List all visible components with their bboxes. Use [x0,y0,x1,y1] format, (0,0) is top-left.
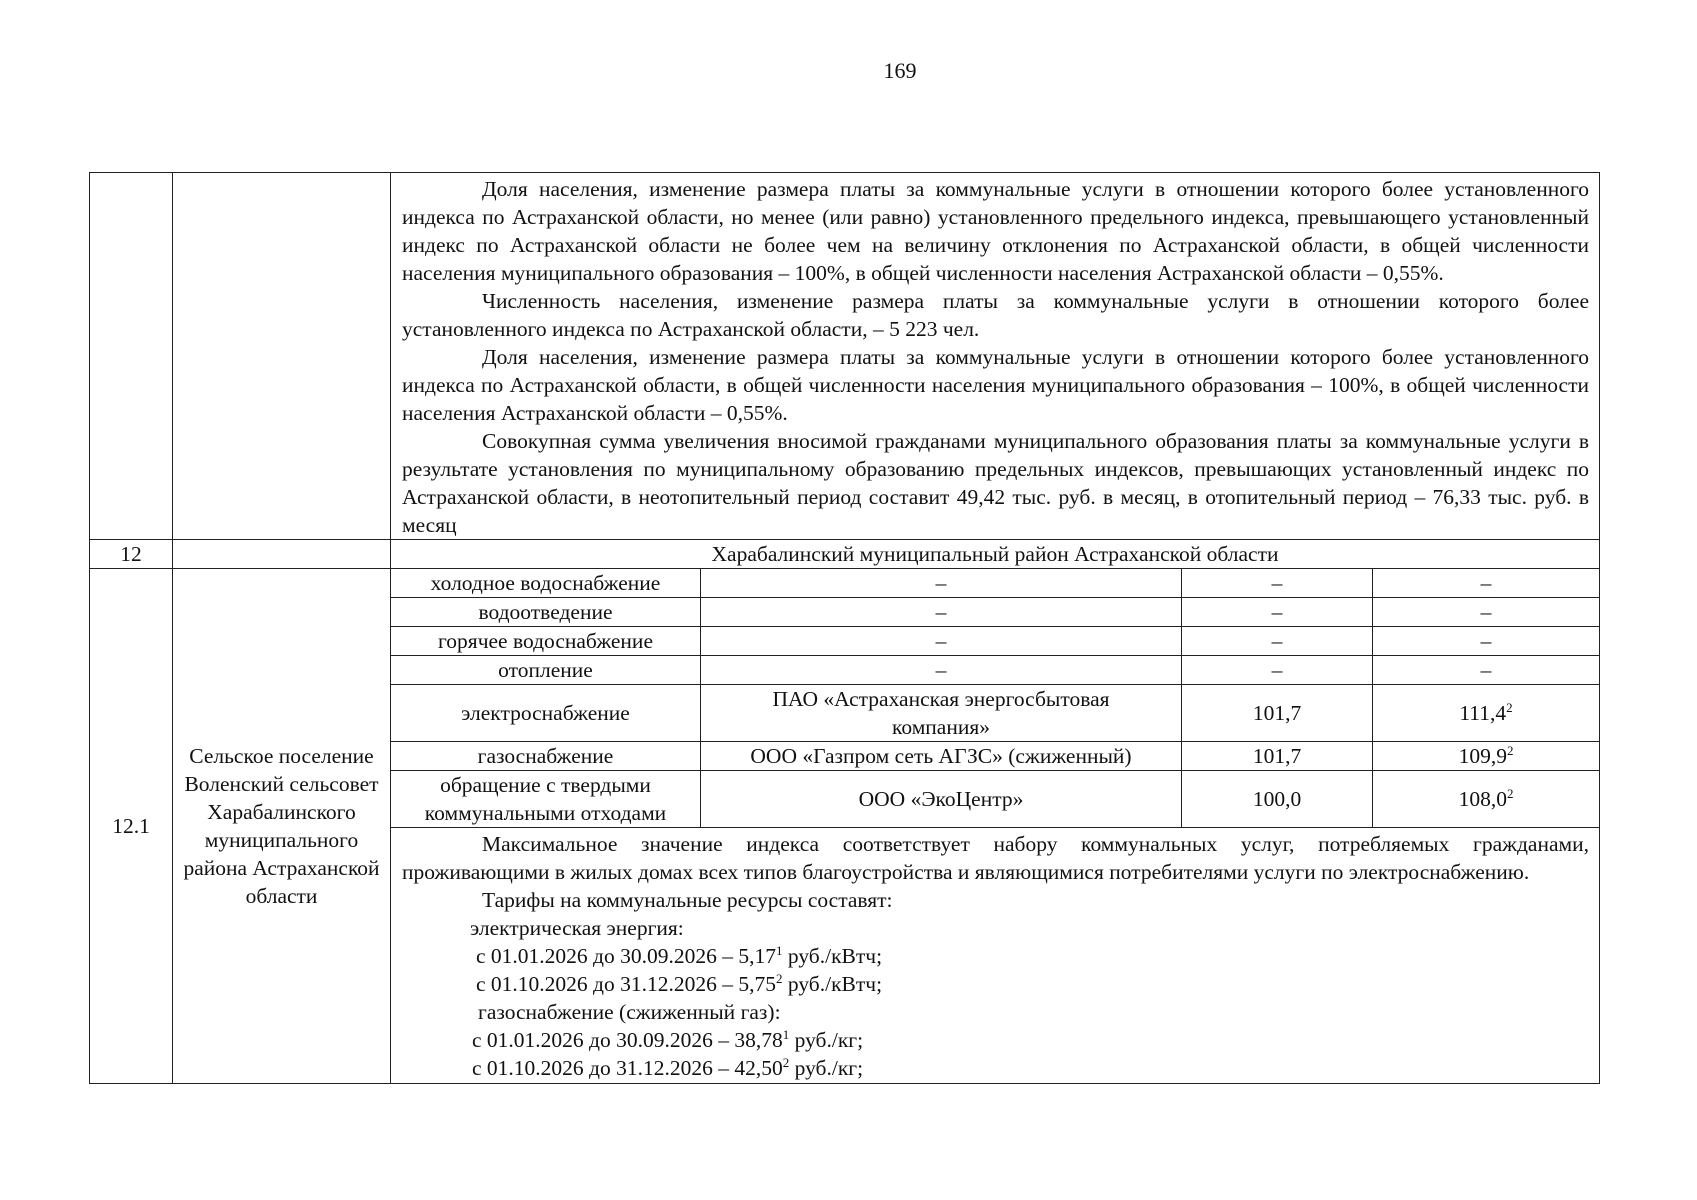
section-title: Харабалинский муниципальный район Астраханской области [391,540,1600,569]
service-name: холодное водоснабжение [391,569,701,598]
footnote-mark: 2 [1506,743,1514,758]
service-provider: – [701,569,1182,598]
paragraph: Доля населения, изменение размера платы за коммунальные услуги в отношении которого более установленного индекса по Астраханской области, но менее (или равно) установленного предельного индекса, превышающего установленный индекс по Астраханской области не более чем на величину отклонения по Астраханской области, в общей численности населения муниципального образования – 100%, в общей численности населения Астраханской области – 0,55%. [402,177,1589,285]
note-paragraph: Максимальное значение индекса соответствует набору коммунальных услуг, потребляемых гражданами, проживающими в жилых домах всех типов благоустройства и являющимися потребителями услуги по электроснабжению. [402,832,1589,884]
service-name: водоотведение [391,598,701,627]
service-name: газоснабжение [391,742,701,771]
section-row [90,540,1600,569]
page-number: 169 [883,58,917,83]
service-provider: – [701,656,1182,685]
tariff-table [89,172,1600,1084]
gas-label: газоснабжение (сжиженный газ): [478,1000,781,1024]
footnote-mark: 2 [782,1055,790,1070]
max-index-value: – [1480,571,1492,595]
gas-tariff [402,1026,1589,1054]
footnote-mark: 1 [782,1027,790,1042]
notes-cell [391,828,1600,1084]
number-cell-empty [90,173,173,540]
footnote-mark: 2 [1506,700,1513,715]
service-name: отопление [391,656,701,685]
continuation-row [90,173,1600,540]
service-index: 100,0 [1182,771,1373,828]
max-index-value: – [1480,600,1492,624]
service-max-index [1373,598,1600,627]
tariff-unit: руб./кг; [789,1028,864,1052]
tariff-period: с 01.10.2026 до 31.12.2026 – 5,75 [476,972,776,996]
gas-tariff [402,1054,1589,1082]
paragraph: Совокупная сумма увеличения вносимой гражданами муниципального образования платы за коммунальные услуги в результате установления по муниципальному образованию предельных индексов, превышающих установленный индекс по Астраханской области, в неотопительный период составит 49,42 тыс. руб. в месяц, в отопительный период – 76,33 тыс. руб. в месяц [402,429,1589,537]
footnote-mark: 1 [775,943,783,958]
service-name: электроснабжение [391,685,701,742]
service-name: горячее водоснабжение [391,627,701,656]
service-max-index [1373,685,1600,742]
max-index-value: – [1480,658,1492,682]
service-index: 101,7 [1182,742,1373,771]
service-provider: – [701,627,1182,656]
electricity-label: электрическая энергия: [470,916,684,940]
service-index: – [1182,627,1373,656]
service-provider: ООО «Газпром сеть АГЗС» (сжиженный) [701,742,1182,771]
paragraph: Численность населения, изменение размера платы за коммунальные услуги в отношении которого более установленного индекса по Астраханской области, – 5 223 чел. [402,289,1589,341]
subsection-name: Сельское поселение Воленский сельсовет Харабалинского муниципального района Астраханской области [183,744,380,908]
service-row [90,569,1600,598]
max-index-value: 111,4 [1459,701,1507,725]
max-index-value: 109,9 [1458,744,1507,768]
service-provider: ПАО «Астраханская энергосбытовая компания» [701,685,1182,742]
footnote-mark: 2 [775,971,783,986]
service-max-index [1373,656,1600,685]
section-number: 12 [90,540,173,569]
tariff-unit: руб./кг; [789,1056,864,1080]
continuation-text-cell [391,173,1600,540]
max-index-value: – [1480,629,1492,653]
service-max-index [1373,771,1600,828]
service-max-index [1373,742,1600,771]
paragraph: Доля населения, изменение размера платы за коммунальные услуги в отношении которого более установленного индекса по Астраханской области, в общей численности населения муниципального образования – 100%, в общей численности населения Астраханской области – 0,55%. [402,345,1589,425]
service-max-index [1373,627,1600,656]
subsection-number: 12.1 [90,569,173,1084]
tariffs-heading: Тарифы на коммунальные ресурсы составят: [482,888,893,912]
tariff-period: с 01.01.2026 до 30.09.2026 – 38,78 [472,1028,783,1052]
max-index-value: 108,0 [1458,787,1507,811]
service-provider: ООО «ЭкоЦентр» [701,771,1182,828]
tariff-unit: руб./кВтч; [782,944,883,968]
tariff-unit: руб./кВтч; [782,972,883,996]
name-cell-empty [173,173,391,540]
service-max-index [1373,569,1600,598]
service-index: – [1182,656,1373,685]
service-index: – [1182,569,1373,598]
section-empty-cell [173,540,391,569]
tariff-period: с 01.10.2026 до 31.12.2026 – 42,50 [472,1056,783,1080]
footnote-mark: 2 [1506,786,1514,801]
service-index: – [1182,598,1373,627]
electricity-tariff [402,942,1589,970]
tariff-period: с 01.01.2026 до 30.09.2026 – 5,17 [476,944,776,968]
service-name: обращение с твердыми коммунальными отходами [391,771,701,828]
electricity-tariff [402,970,1589,998]
service-provider: – [701,598,1182,627]
subsection-name-cell [173,569,391,1084]
service-index: 101,7 [1182,685,1373,742]
